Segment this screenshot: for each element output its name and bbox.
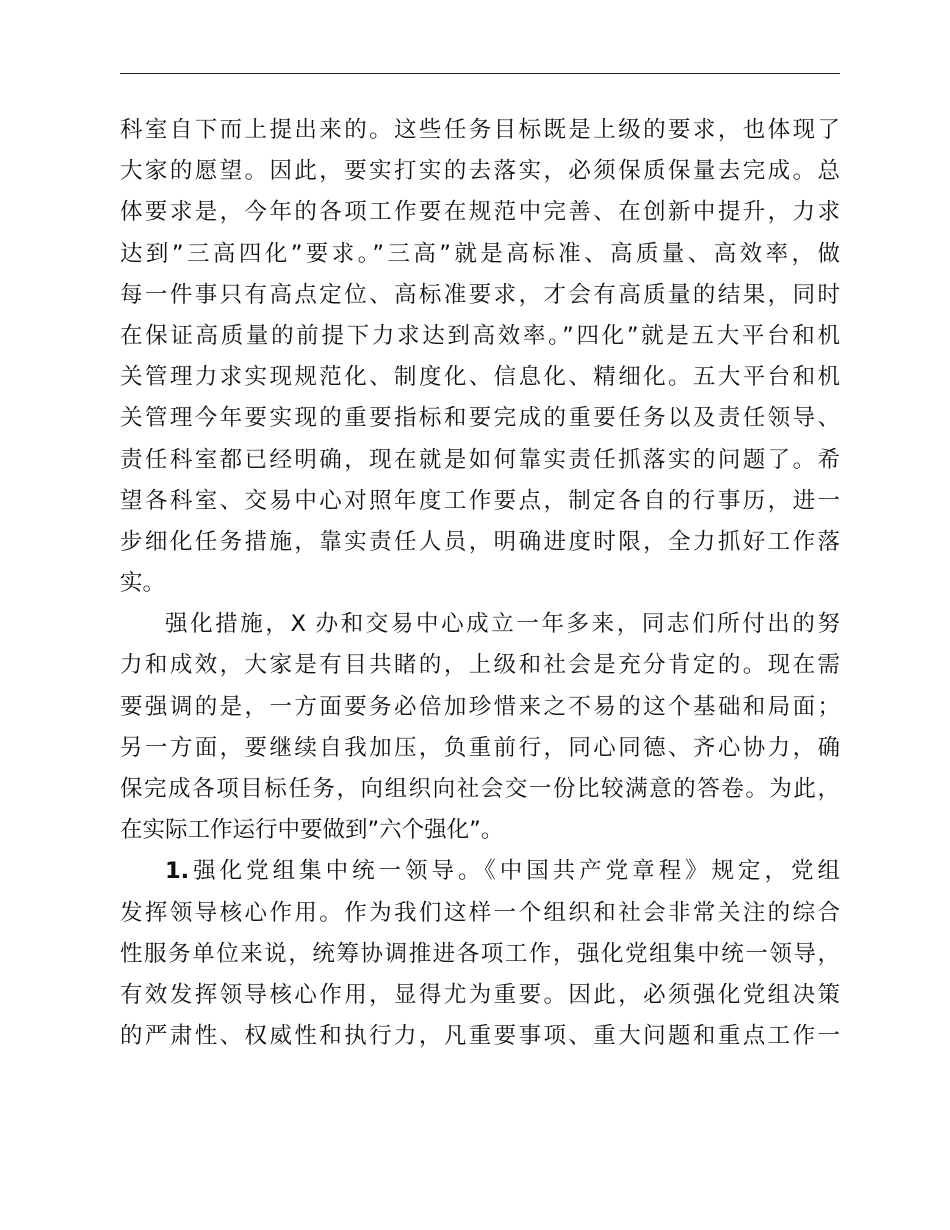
text-line: 望各科室、交易中心对照年度工作要点，制定各自的行事历，进一 [120, 487, 840, 514]
text-line-last: 实。 [120, 570, 166, 597]
paragraph-1 [120, 110, 840, 604]
section-heading-text: 强化党组集中统一领导。《中国共产党章程》规定，党组 [189, 858, 840, 885]
text-line: 大家的愿望。因此，要实打实的去落实，必须保质保量去完成。总 [120, 158, 840, 185]
text-line: 达到”三高四化”要求。”三高”就是高标准、高质量、高效率，做 [120, 240, 840, 267]
text-line: 步细化任务措施，靠实责任人员，明确进度时限，全力抓好工作落 [120, 528, 840, 555]
text-line: 关管理力求实现规范化、制度化、信息化、精细化。五大平台和机 [120, 364, 840, 391]
text-line: 另一方面，要继续自我加压，负重前行，同心同德、齐心协力，确 [120, 734, 840, 761]
text-line: 在保证高质量的前提下力求达到高效率。”四化”就是五大平台和机 [120, 322, 840, 349]
text-line: 力和成效，大家是有目共睹的，上级和社会是充分肯定的。现在需 [120, 652, 840, 679]
text-line: 每一件事只有高点定位、高标准要求，才会有高质量的结果，同时 [120, 281, 840, 308]
text-line: 发挥领导核心作用。作为我们这样一个组织和社会非常关注的综合 [120, 899, 840, 926]
section-number: 1. [165, 858, 190, 885]
text-line-first: 强化措施，X 办和交易中心成立一年多来，同志们所付出的努 [165, 611, 840, 638]
text-line: 保完成各项目标任务，向组织向社会交一份比较满意的答卷。为此， [120, 776, 840, 802]
header-rule [120, 73, 840, 74]
text-line: 要强调的是，一方面要务必倍加珍惜来之不易的这个基础和局面； [120, 693, 840, 720]
text-line: 责任科室都已经明确，现在就是如何靠实责任抓落实的问题了。希 [120, 446, 840, 473]
document-body [120, 110, 840, 1057]
text-line-last: 在实际工作运行中要做到”六个强化”。 [120, 817, 504, 844]
text-line: 科室自下而上提出来的。这些任务目标既是上级的要求，也体现了 [120, 117, 840, 143]
text-line: 体要求是，今年的各项工作要在规范中完善、在创新中提升，力求 [120, 199, 840, 226]
text-line: 关管理今年要实现的重要指标和要完成的重要任务以及责任领导、 [120, 405, 840, 432]
paragraph-2 [120, 604, 840, 851]
text-line: 有效发挥领导核心作用，显得尤为重要。因此，必须强化党组决策 [120, 981, 840, 1008]
text-line: 性服务单位来说，统筹协调推进各项工作，强化党组集中统一领导， [120, 940, 840, 967]
paragraph-3 [120, 851, 840, 1057]
section-heading-line [120, 851, 840, 892]
text-line: 的严肃性、权威性和执行力，凡重要事项、重大问题和重点工作一 [120, 1023, 840, 1050]
